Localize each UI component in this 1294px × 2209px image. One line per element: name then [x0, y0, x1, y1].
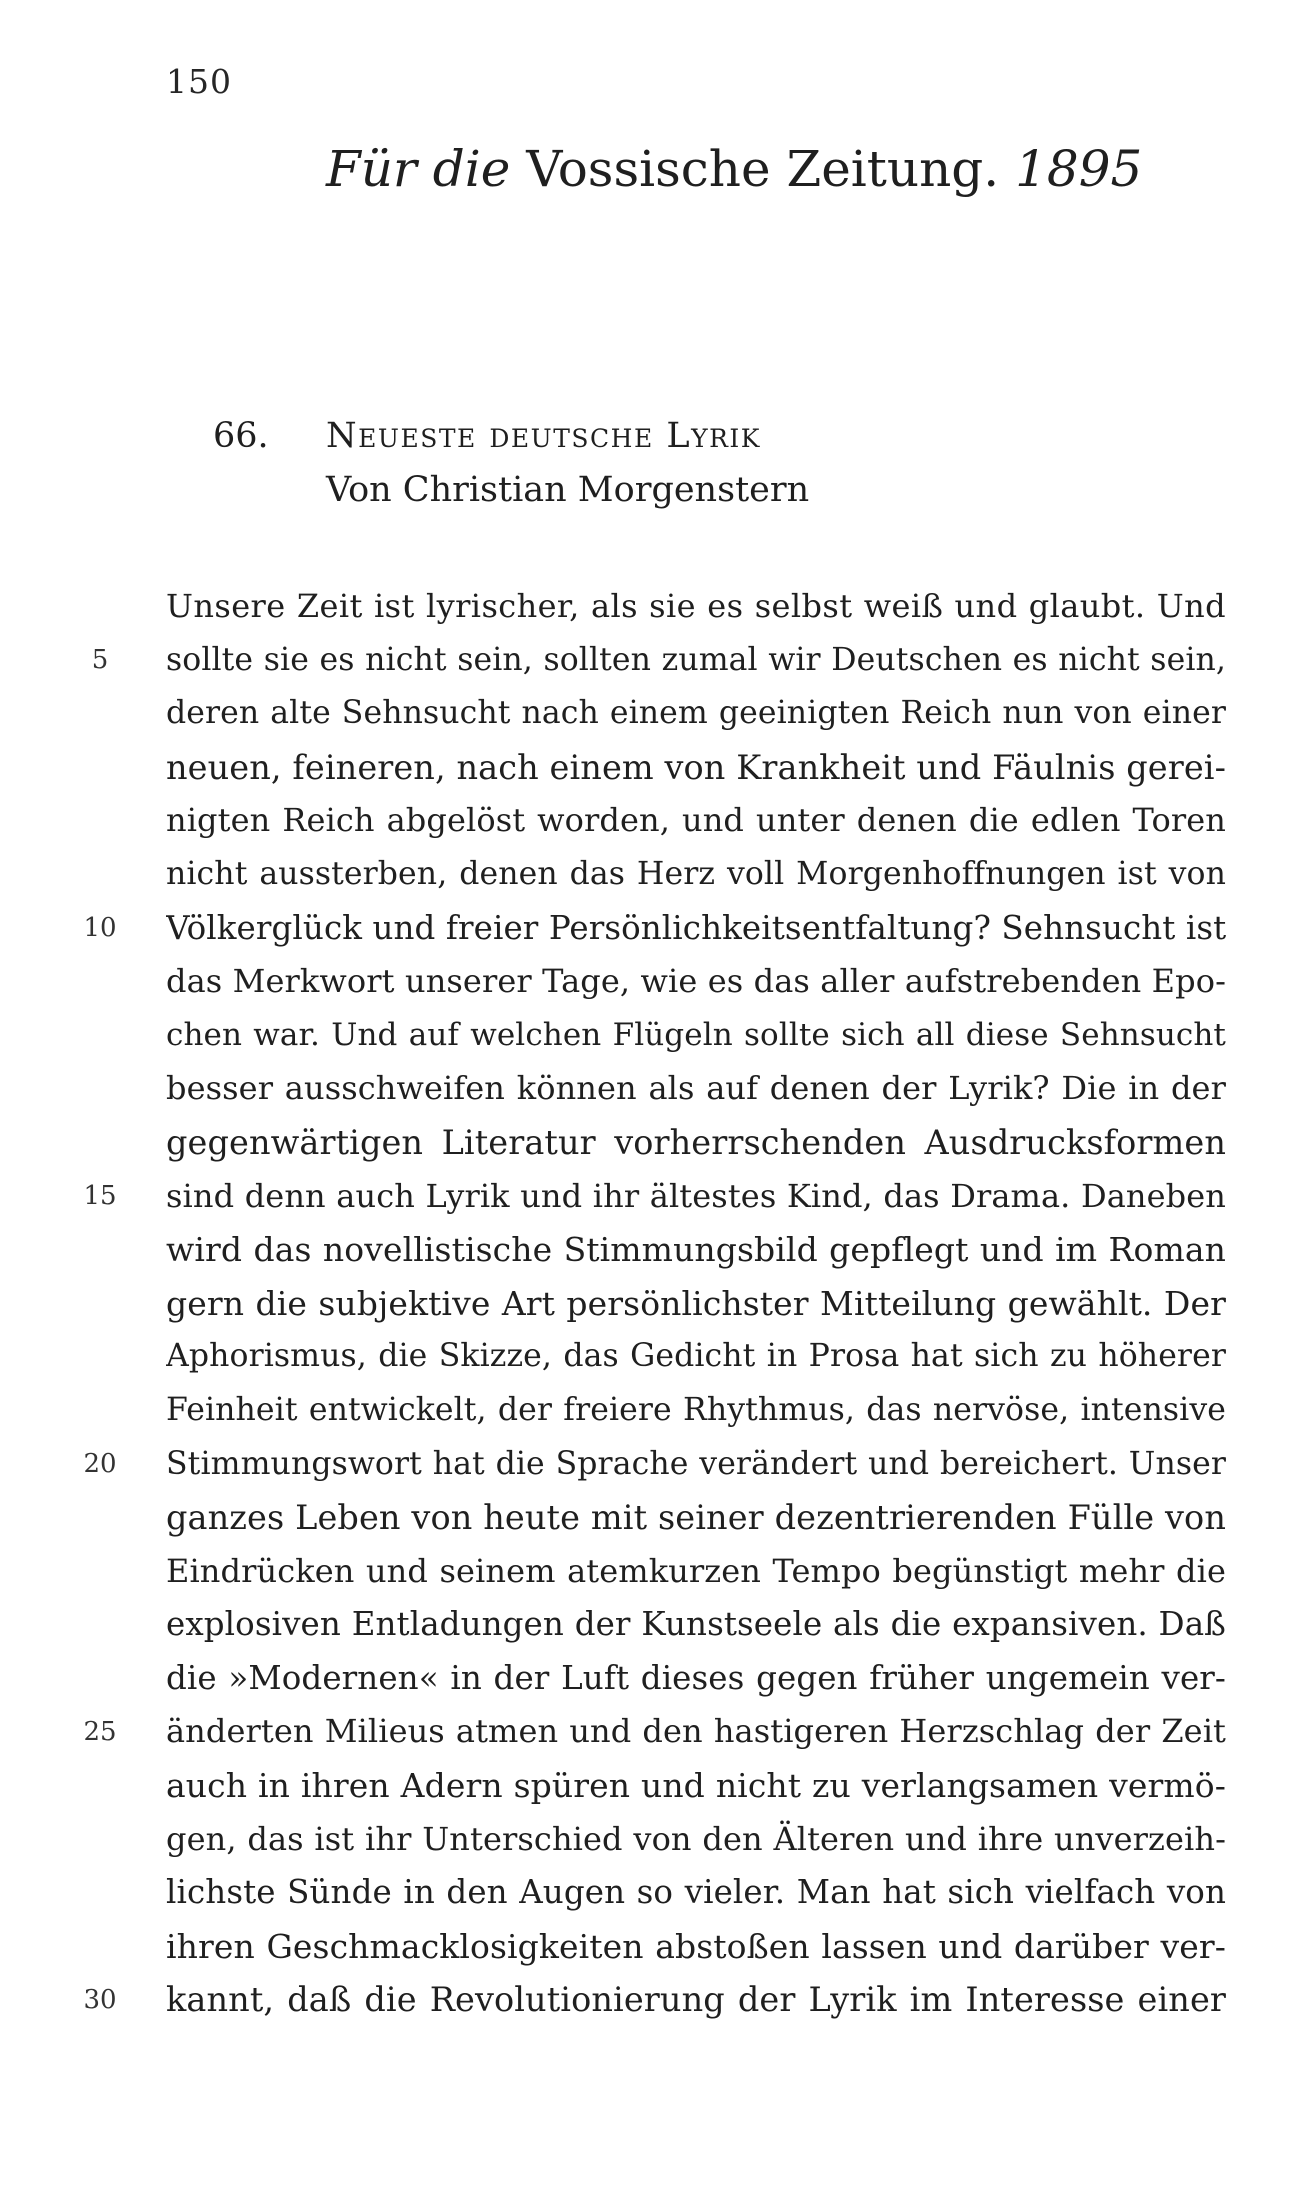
body-line: die »Modernen« in der Luft dieses gegen früher ungemein ver-	[166, 1658, 1226, 1697]
body-line: änderten Milieus atmen und den hastigeren Herzschlag der Zeit	[166, 1712, 1226, 1751]
body-line: gern die subjektive Art persönlichster Mitteilung gewählt. Der	[166, 1283, 1226, 1323]
body-line: gegenwärtigen Literatur vorherrschenden Ausdrucksformen	[166, 1122, 1226, 1162]
body-line: Feinheit entwickelt, der freiere Rhythmus, das nervöse, intensive	[166, 1391, 1226, 1428]
line-number: 25	[83, 1716, 117, 1747]
body-line: Aphorismus, die Skizze, das Gedicht in Prosa hat sich zu höherer	[166, 1338, 1226, 1375]
body-line: sollte sie es nicht sein, sollten zumal wir Deutschen es nicht sein,	[166, 641, 1226, 678]
body-line: Eindrücken und seinem atemkurzen Tempo begünstigt mehr die	[166, 1551, 1226, 1590]
running-head	[326, 140, 1142, 198]
body-line: gen, das ist ihr Unterschied von den Älteren und ihre unverzeih-	[166, 1819, 1226, 1858]
body-line: ihren Geschmacklosigkeiten abstoßen lassen und darüber ver-	[166, 1926, 1226, 1966]
body-line: Völkerglück und freier Persönlichkeitsentfaltung? Sehnsucht ist	[166, 908, 1226, 947]
line-number: 15	[83, 1180, 117, 1211]
body-line: explosiven Entladungen der Kunstseele als die expansiven. Daß	[166, 1605, 1226, 1644]
body-line: kannt, daß die Revolutionierung der Lyrik im Interesse einer	[166, 1980, 1226, 2020]
running-head-title: Vossische Zeitung.	[526, 140, 1000, 198]
body-line: auch in ihren Adern spüren und nicht zu verlangsamen vermö-	[166, 1766, 1226, 1806]
body-line: besser ausschweifen können als auf denen der Lyrik? Die in der	[166, 1069, 1226, 1108]
article-body	[166, 580, 1226, 2027]
body-line: nicht aussterben, denen das Herz voll Morgenhoffnungen ist von	[166, 855, 1226, 892]
body-line: ganzes Leben von heute mit seiner dezentrierenden Fülle von	[166, 1498, 1226, 1538]
article-number: 66.	[213, 416, 269, 456]
body-line: chen war. Und auf welchen Flügeln sollte sich all diese Sehnsucht	[166, 1016, 1226, 1053]
line-number: 30	[83, 1984, 117, 2015]
body-line: nigten Reich abgelöst worden, und unter denen die edlen Toren	[166, 801, 1226, 840]
running-head-year: 1895	[1015, 140, 1143, 198]
line-number: 10	[83, 912, 117, 943]
running-head-prefix: Für die	[326, 140, 511, 198]
body-line: das Merkwort unserer Tage, wie es das aller aufstrebenden Epo-	[166, 962, 1226, 1001]
body-line: Stimmungswort hat die Sprache verändert und bereichert. Unser	[166, 1445, 1226, 1482]
body-line: sind denn auch Lyrik und ihr ältestes Kind, das Drama. Daneben	[166, 1176, 1226, 1215]
body-line: lichste Sünde in den Augen so vieler. Man hat sich vielfach von	[166, 1873, 1226, 1912]
article-author: Von Christian Morgenstern	[326, 470, 810, 510]
article-title: Neueste deutsche Lyrik	[326, 416, 761, 456]
body-line: Unsere Zeit ist lyrischer, als sie es selbst weiß und glaubt. Und	[166, 587, 1226, 625]
body-line: neuen, feineren, nach einem von Krankheit und Fäulnis gerei-	[166, 747, 1226, 787]
body-line: deren alte Sehnsucht nach einem geeinigten Reich nun von einer	[166, 695, 1226, 732]
line-number: 20	[83, 1448, 117, 1479]
page-number: 150	[166, 62, 232, 101]
line-number: 5	[91, 644, 109, 675]
body-line: wird das novellistische Stimmungsbild gepflegt und im Roman	[166, 1230, 1226, 1270]
